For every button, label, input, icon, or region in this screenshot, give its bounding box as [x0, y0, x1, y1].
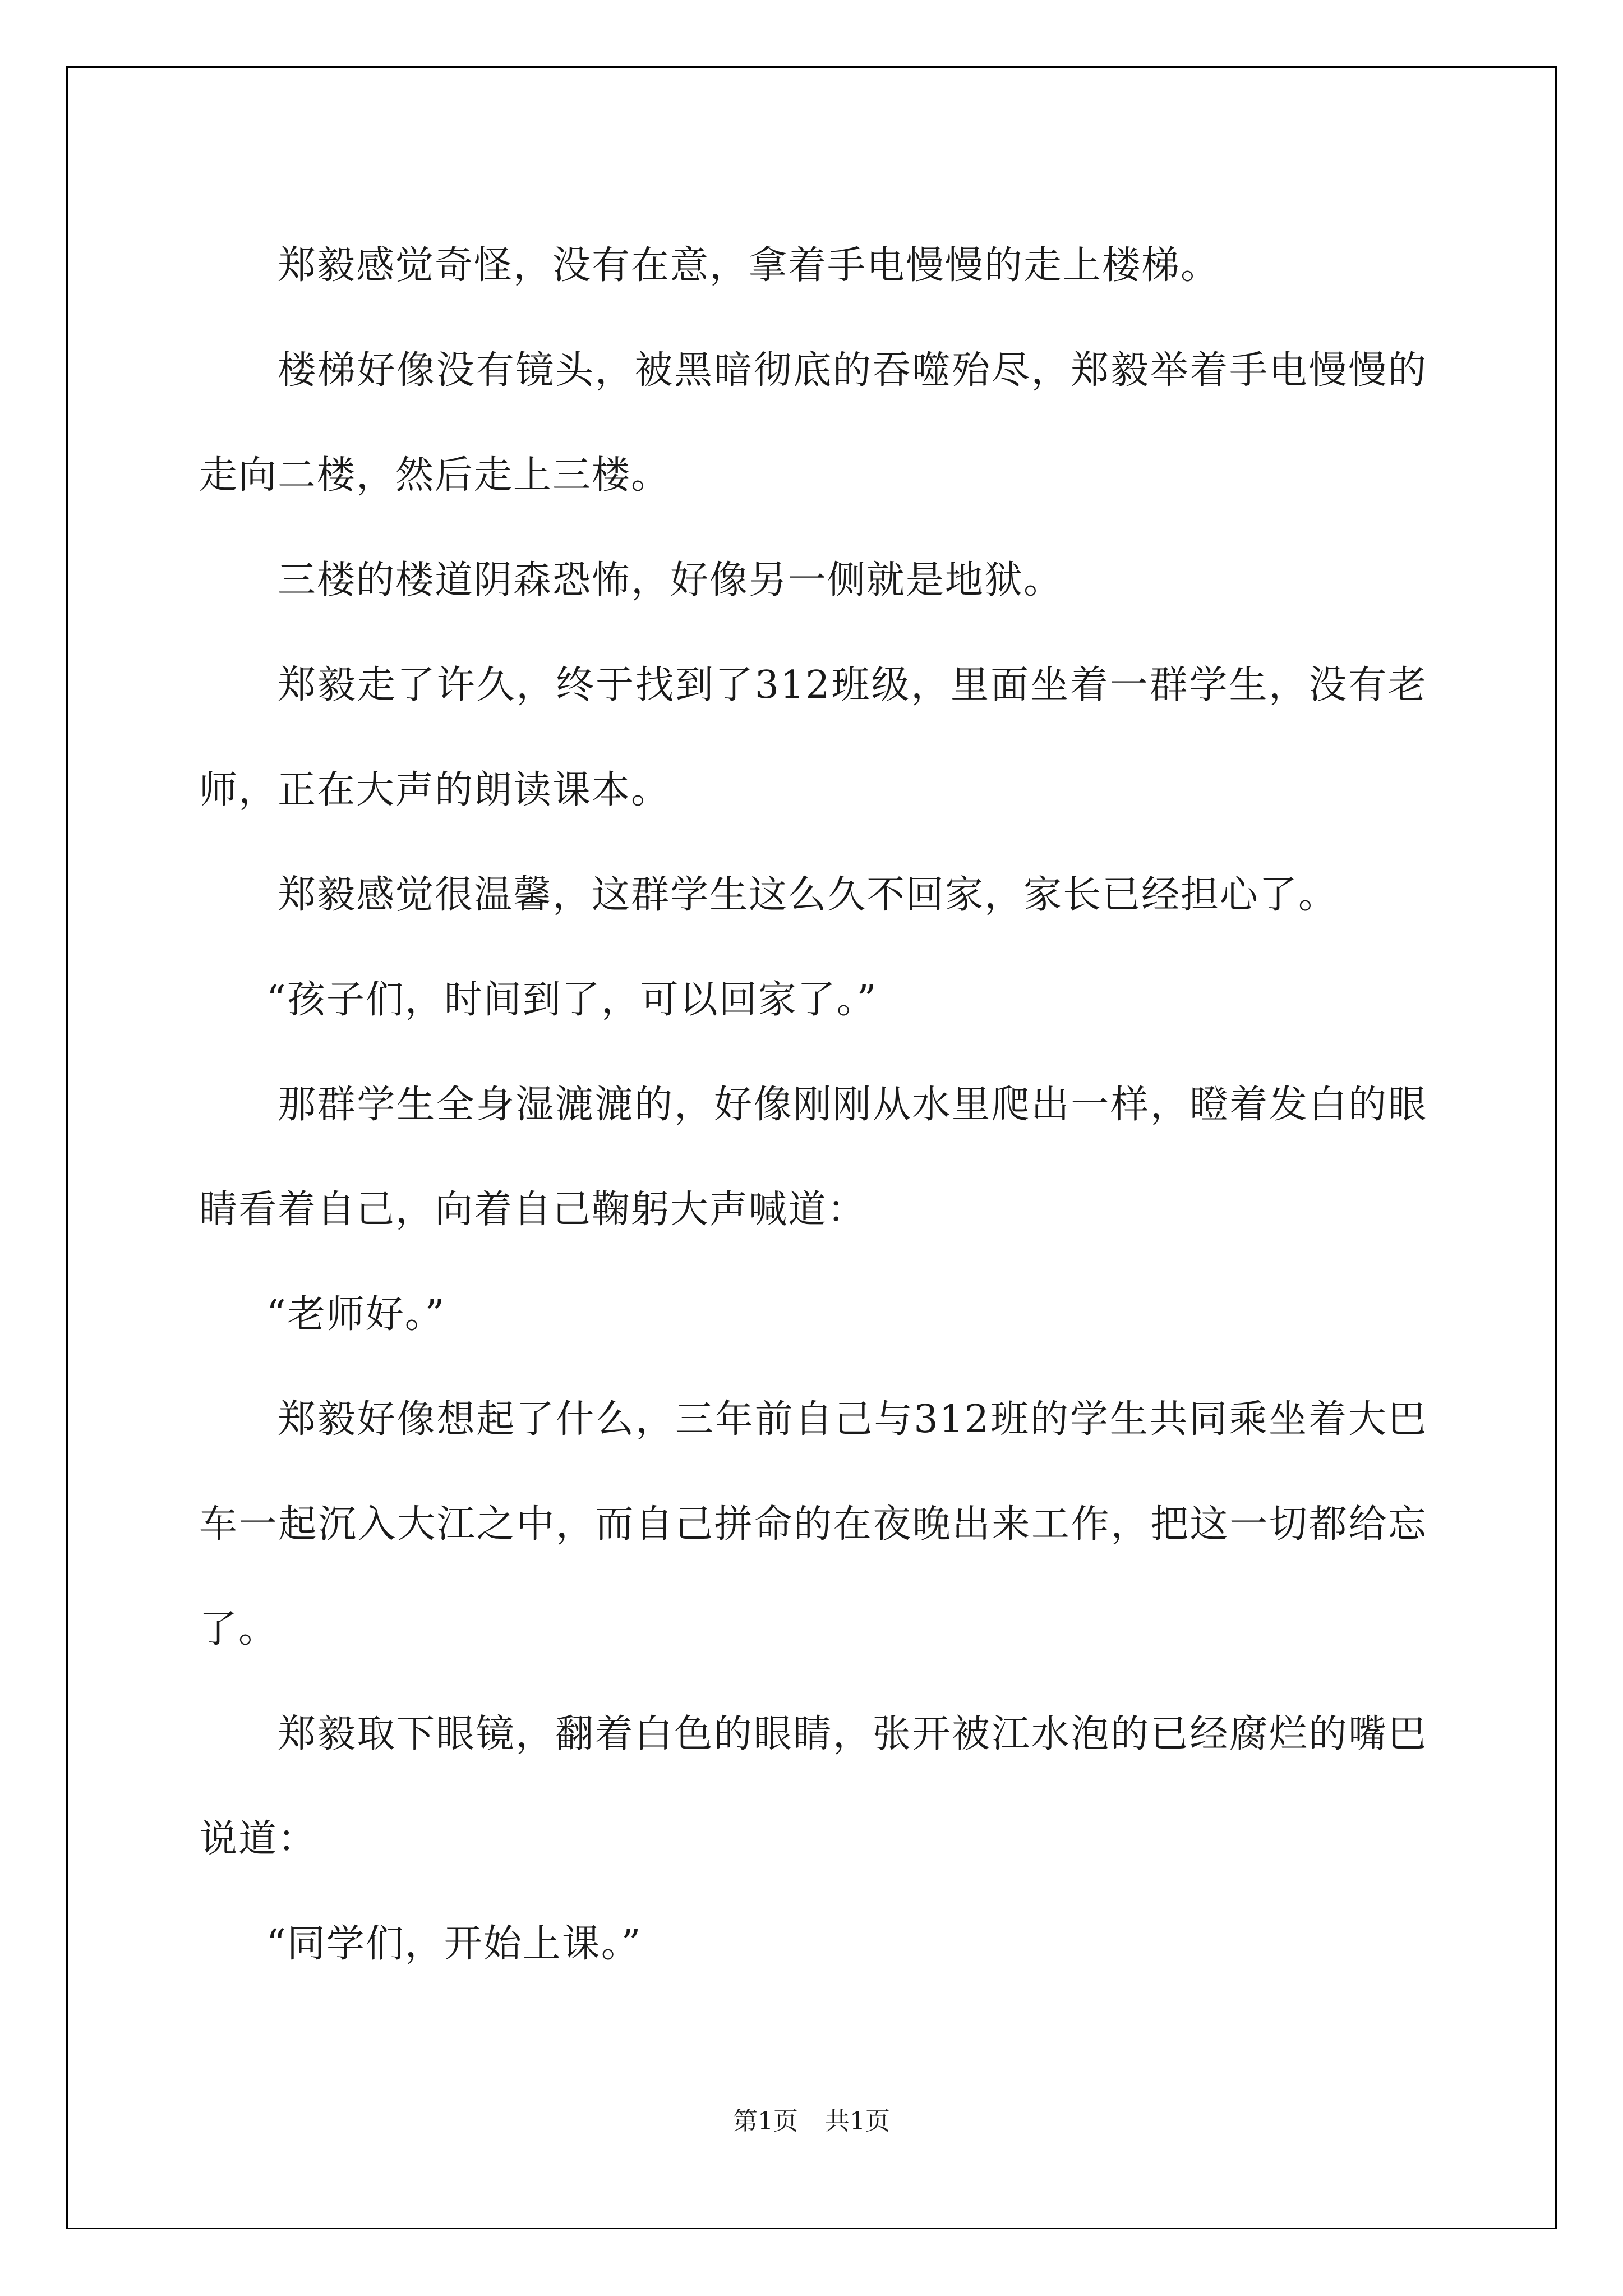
paragraph-8-quote: “老师好。” [266, 1292, 446, 1337]
paragraph-4: 郑毅走了许久，终于找到了312班级，里面坐着一群学生，没有老师，正在大声的朗读课本。 [199, 663, 1427, 812]
page-number: 第1页 [733, 2107, 798, 2136]
document-body [199, 213, 1427, 1996]
paragraph-11-quote: “同学们，开始上课。” [266, 1922, 642, 1966]
paragraph-7: 那群学生全身湿漉漉的，好像刚刚从水里爬出一样，瞪着发白的眼睛看着自己，向着自己鞠躬大声喊道： [199, 1083, 1427, 1232]
paragraph-9: 郑毅好像想起了什么，三年前自己与312班的学生共同乘坐着大巴车一起沉入大江之中，而自己拼命的在夜晚出来工作，把这一切都给忘了。 [199, 1397, 1427, 1651]
paragraph-2: 楼梯好像没有镜头，被黑暗彻底的吞噬殆尽，郑毅举着手电慢慢的走向二楼，然后走上三楼。 [199, 348, 1427, 498]
page-footer [0, 2101, 1623, 2137]
paragraph-5: 郑毅感觉很温馨，这群学生这么久不回家，家长已经担心了。 [278, 873, 1338, 917]
paragraph-10: 郑毅取下眼镜，翻着白色的眼睛，张开被江水泡的已经腐烂的嘴巴说道： [199, 1712, 1427, 1861]
total-pages: 共1页 [825, 2107, 890, 2136]
paragraph-3: 三楼的楼道阴森恐怖，好像另一侧就是地狱。 [278, 558, 1063, 602]
paragraph-1: 郑毅感觉奇怪，没有在意，拿着手电慢慢的走上楼梯。 [278, 243, 1220, 288]
paragraph-6-quote: “孩子们，时间到了，可以回家了。” [266, 978, 878, 1022]
